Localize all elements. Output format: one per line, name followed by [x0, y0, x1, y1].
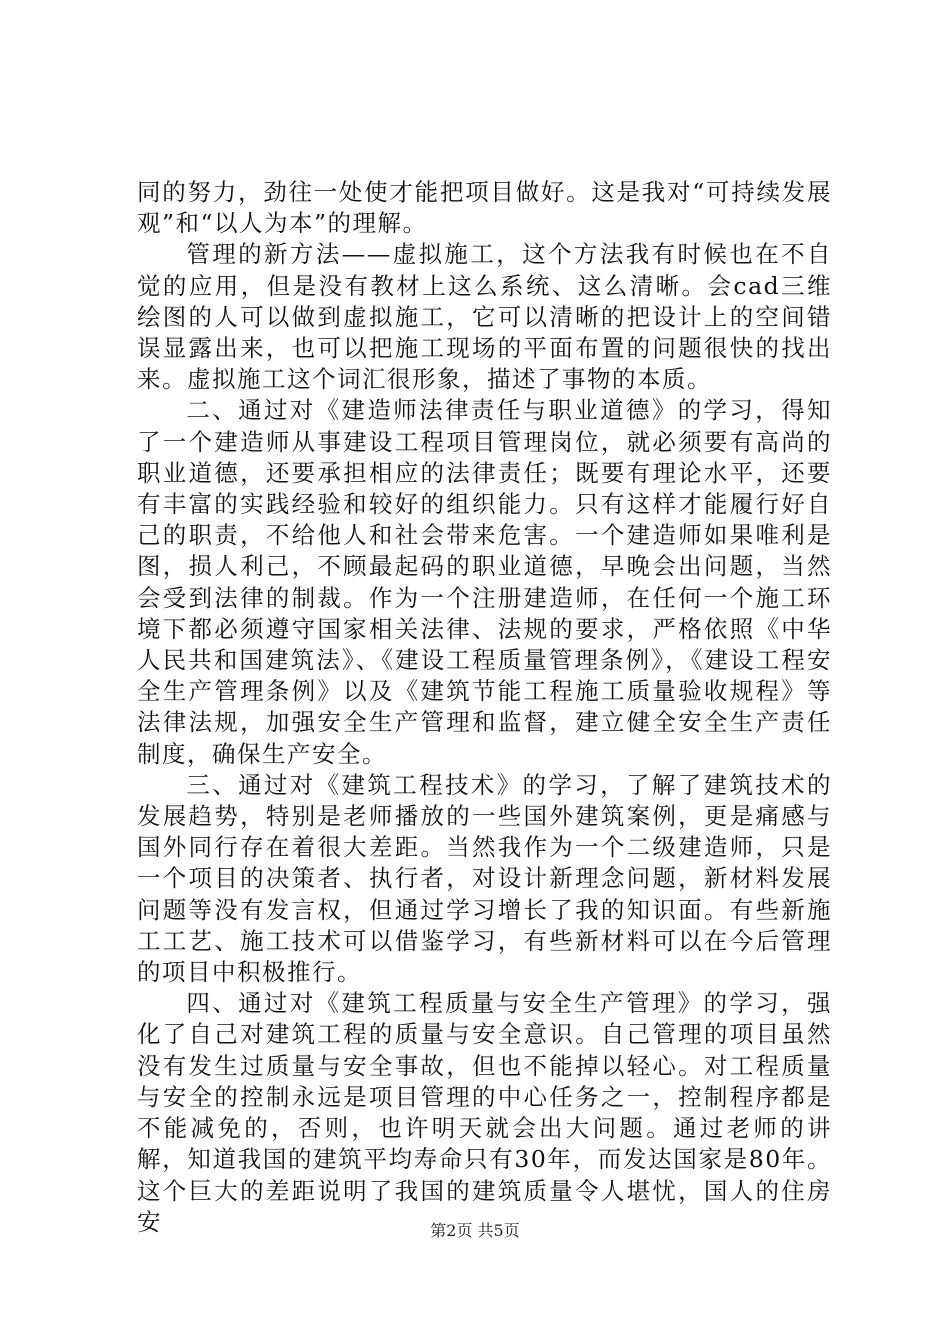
paragraph-section-two: 二、通过对《建造师法律责任与职业道德》的学习，得知了一个建造师从事建设工程项目管理岗位，就必须要有高尚的职业道德，还要承担相应的法律责任；既要有理论水平，还要有丰富的实践经验和较好的组织能力。只有这样才能履行好自己的职责，不给他人和社会带来危害。一个建造师如果唯利是图，损人利己，不顾最起码的职业道德，早晚会出问题，当然会受到法律的制裁。作为一个注册建造师，在任何一个施工环境下都必须遵守国家相关法律、法规的要求，严格依照《中华人民共和国建筑法》、《建设工程质量管理条例》，《建设工程安全生产管理条例》以及《建筑节能工程施工质量验收规程》等法律法规，加强安全生产管理和监督，建立健全安全生产责任制度，确保生产安全。 [137, 396, 832, 768]
paragraph-continuation: 同的努力，劲往一处使才能把项目做好。这是我对“可持续发展观”和“以人为本”的理解。 [137, 178, 832, 238]
page-number-footer: 第2页 共5页 [430, 1221, 520, 1240]
paragraph-virtual-construction: 管理的新方法——虚拟施工，这个方法我有时候也在不自觉的应用，但是没有教材上这么系统、这么清晰。会cad三维绘图的人可以做到虚拟施工，它可以清晰的把设计上的空间错误显露出来，也可以把施工现场的平面布置的问题很快的找出来。虚拟施工这个词汇很形象，描述了事物的本质。 [137, 240, 832, 394]
paragraph-section-four: 四、通过对《建筑工程质量与安全生产管理》的学习，强化了自己对建筑工程的质量与安全意识。自己管理的项目虽然没有发生过质量与安全事故，但也不能掉以轻心。对工程质量与安全的控制永远是项目管理的中心任务之一，控制程序都是不能减免的，否则，也许明天就会出大问题。通过老师的讲解，知道我国的建筑平均寿命只有30年，而发达国家是80年。这个巨大的差距说明了我国的建筑质量令人堪忧，国人的住房安 [137, 989, 832, 1236]
document-body [137, 177, 832, 1238]
paragraph-section-three: 三、通过对《建筑工程技术》的学习，了解了建筑技术的发展趋势，特别是老师播放的一些国外建筑案例，更是痛感与国外同行存在着很大差距。当然我作为一个二级建造师，只是一个项目的决策者、执行者，对设计新理念问题，新材料发展问题等没有发言权，但通过学习增长了我的知识面。有些新施工工艺、施工技术可以借鉴学习，有些新材料可以在今后管理的项目中积极推行。 [137, 770, 832, 987]
